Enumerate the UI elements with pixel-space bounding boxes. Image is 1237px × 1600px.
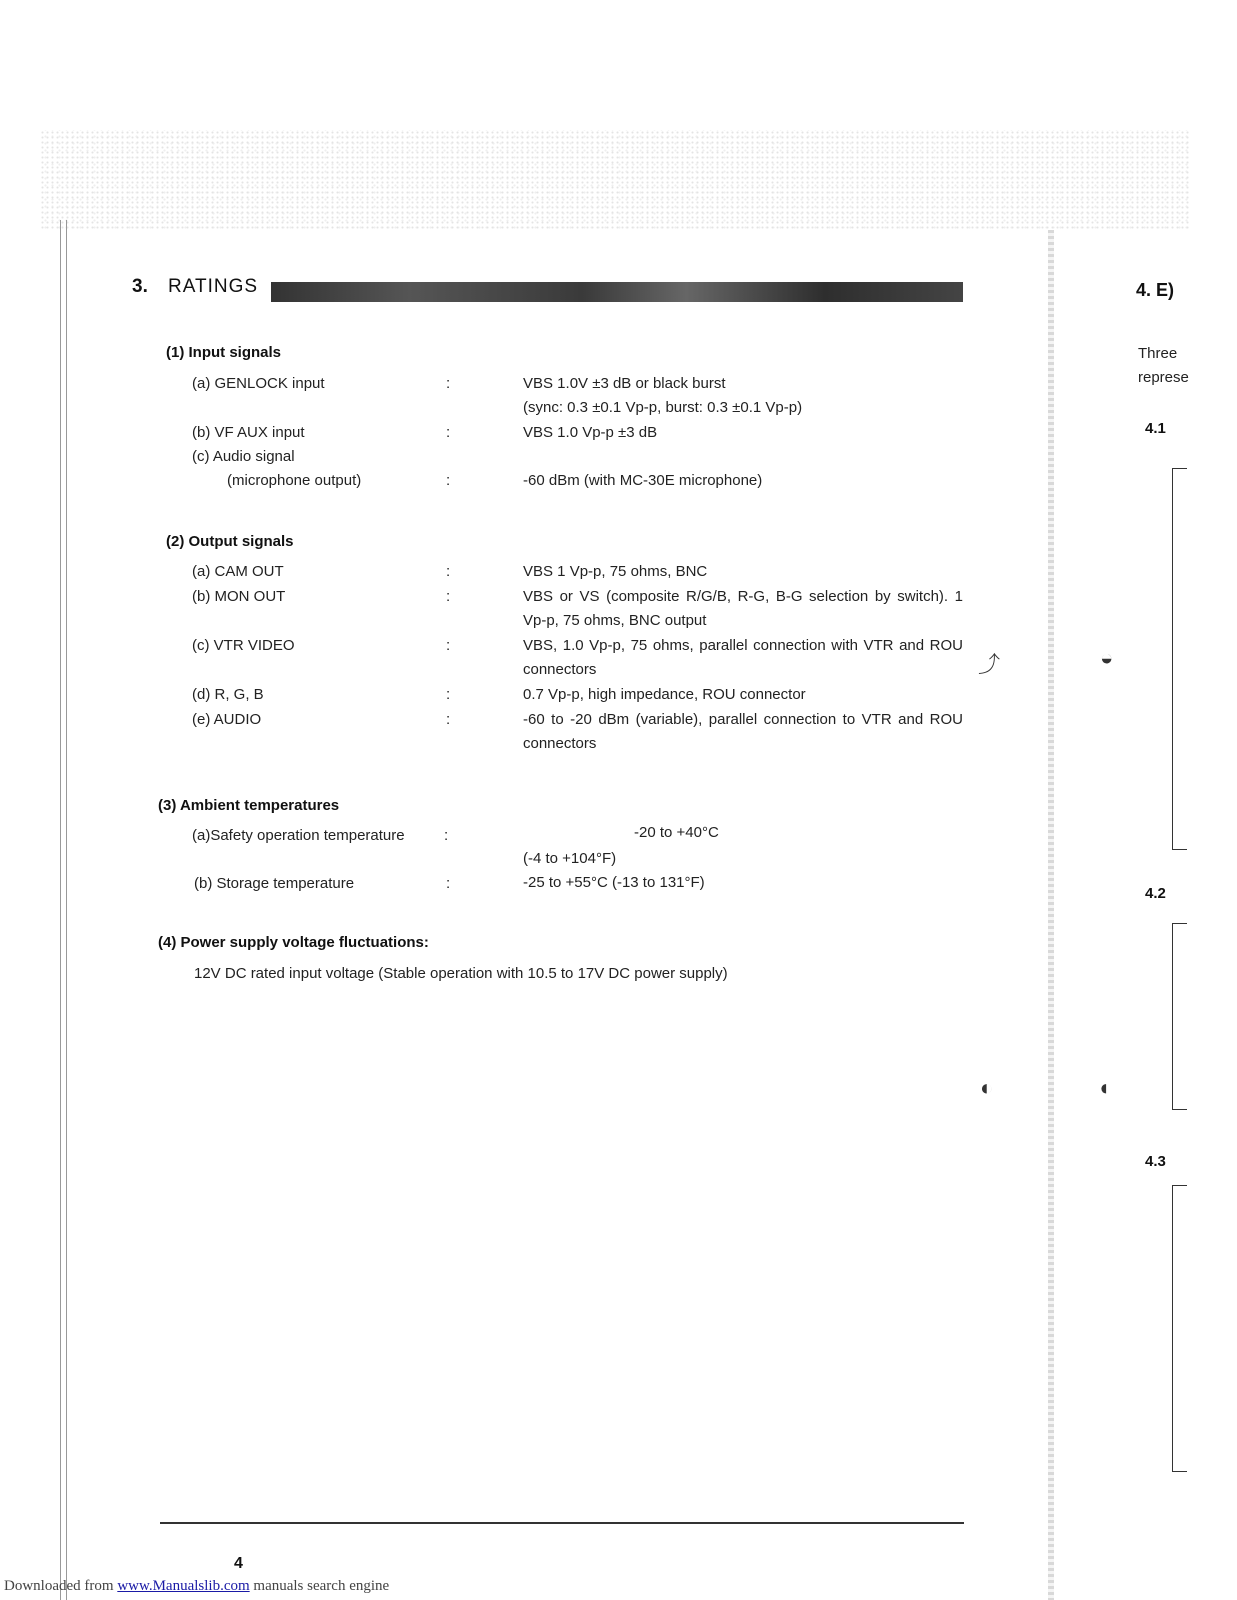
genlock-value: VBS 1.0V ±3 dB or black burst (523, 375, 726, 392)
subsection-4-3: 4.3 (1145, 1153, 1166, 1170)
vtr-video-value: VBS, 1.0 Vp-p, 75 ohms, parallel connection with VTR and ROU connectors (523, 637, 963, 678)
storage-temp-colon: : (446, 875, 451, 892)
manualslib-link[interactable]: www.Manualslib.com (117, 1578, 250, 1594)
page-number: 4 (234, 1555, 243, 1572)
audio-signal-label: (c) Audio signal (192, 448, 295, 465)
section-number: 3. (132, 276, 148, 297)
footer-suffix: manuals search engine (249, 1578, 390, 1594)
audio-out-colon: : (446, 711, 451, 728)
scan-edge-line (60, 220, 61, 1600)
rgb-colon: : (446, 686, 451, 703)
storage-temp-label: (b) Storage temperature (194, 875, 355, 892)
diagram-bracket (1172, 468, 1187, 850)
mon-out-colon: : (446, 588, 451, 605)
audio-signal-label-2: (microphone output) (227, 472, 362, 489)
safety-temp-label: (a)Safety operation temperature (192, 827, 405, 844)
vf-aux-value: VBS 1.0 Vp-p ±3 dB (523, 424, 658, 441)
subsection-4-1: 4.1 (1145, 420, 1166, 437)
vtr-video-colon: : (446, 637, 451, 654)
safety-temp-colon: : (444, 827, 449, 844)
safety-temp-value: -20 to +40°C (634, 824, 719, 841)
scan-edge-line (66, 220, 67, 1600)
vf-aux-label: (b) VF AUX input (192, 424, 305, 441)
next-section-heading: 4. E) (1136, 280, 1175, 300)
page-fold (1048, 230, 1054, 1600)
cam-out-label: (a) CAM OUT (192, 563, 284, 580)
next-section-text-1: Three (1138, 345, 1178, 362)
binder-hole-mark: ◐ (980, 1075, 994, 1100)
section-title-text: RATINGS (168, 276, 259, 297)
binder-hole-mark: ⤴ (978, 652, 1001, 677)
vtr-video-label: (c) VTR VIDEO (192, 637, 295, 654)
rgb-value: 0.7 Vp-p, high impedance, ROU connector (523, 686, 806, 703)
footer-prefix: Downloaded from (4, 1578, 118, 1594)
output-signals-heading: (2) Output signals (166, 533, 294, 550)
audio-signal-colon: : (446, 472, 451, 489)
binder-hole-mark: ◖ (1097, 1075, 1111, 1100)
input-signals-heading: (1) Input signals (166, 344, 282, 361)
rgb-label: (d) R, G, B (192, 686, 264, 703)
genlock-value-2: (sync: 0.3 ±0.1 Vp-p, burst: 0.3 ±0.1 Vp-p) (523, 399, 803, 416)
power-text: 12V DC rated input voltage (Stable operation with 10.5 to 17V DC power supply) (194, 965, 728, 982)
genlock-colon: : (446, 375, 451, 392)
diagram-bracket (1172, 1185, 1187, 1472)
audio-signal-value: -60 dBm (with MC-30E microphone) (523, 472, 763, 489)
audio-out-label: (e) AUDIO (192, 711, 262, 728)
mon-out-value: VBS or VS (composite R/G/B, R-G, B-G selection by switch). 1 Vp-p, 75 ohms, BNC output (523, 588, 963, 629)
section-title (132, 276, 258, 298)
audio-out-value: -60 to -20 dBm (variable), parallel connection to VTR and ROU connectors (523, 711, 963, 752)
subsection-4-2: 4.2 (1145, 885, 1166, 902)
scan-noise (40, 130, 1190, 230)
footer (4, 1578, 389, 1595)
ambient-heading: (3) Ambient temperatures (158, 797, 340, 814)
vf-aux-colon: : (446, 424, 451, 441)
cam-out-colon: : (446, 563, 451, 580)
mon-out-label: (b) MON OUT (192, 588, 286, 605)
binder-hole-mark: ◒ (1100, 645, 1114, 670)
cam-out-value: VBS 1 Vp-p, 75 ohms, BNC (523, 563, 708, 580)
title-bar (271, 282, 963, 302)
storage-temp-value: -25 to +55°C (-13 to 131°F) (523, 874, 705, 891)
power-heading: (4) Power supply voltage fluctuations: (158, 934, 429, 951)
bottom-rule (160, 1522, 964, 1524)
diagram-bracket (1172, 923, 1187, 1110)
genlock-label: (a) GENLOCK input (192, 375, 325, 392)
safety-temp-value-2: (-4 to +104°F) (523, 850, 617, 867)
next-section-text-2: represe (1138, 369, 1189, 386)
